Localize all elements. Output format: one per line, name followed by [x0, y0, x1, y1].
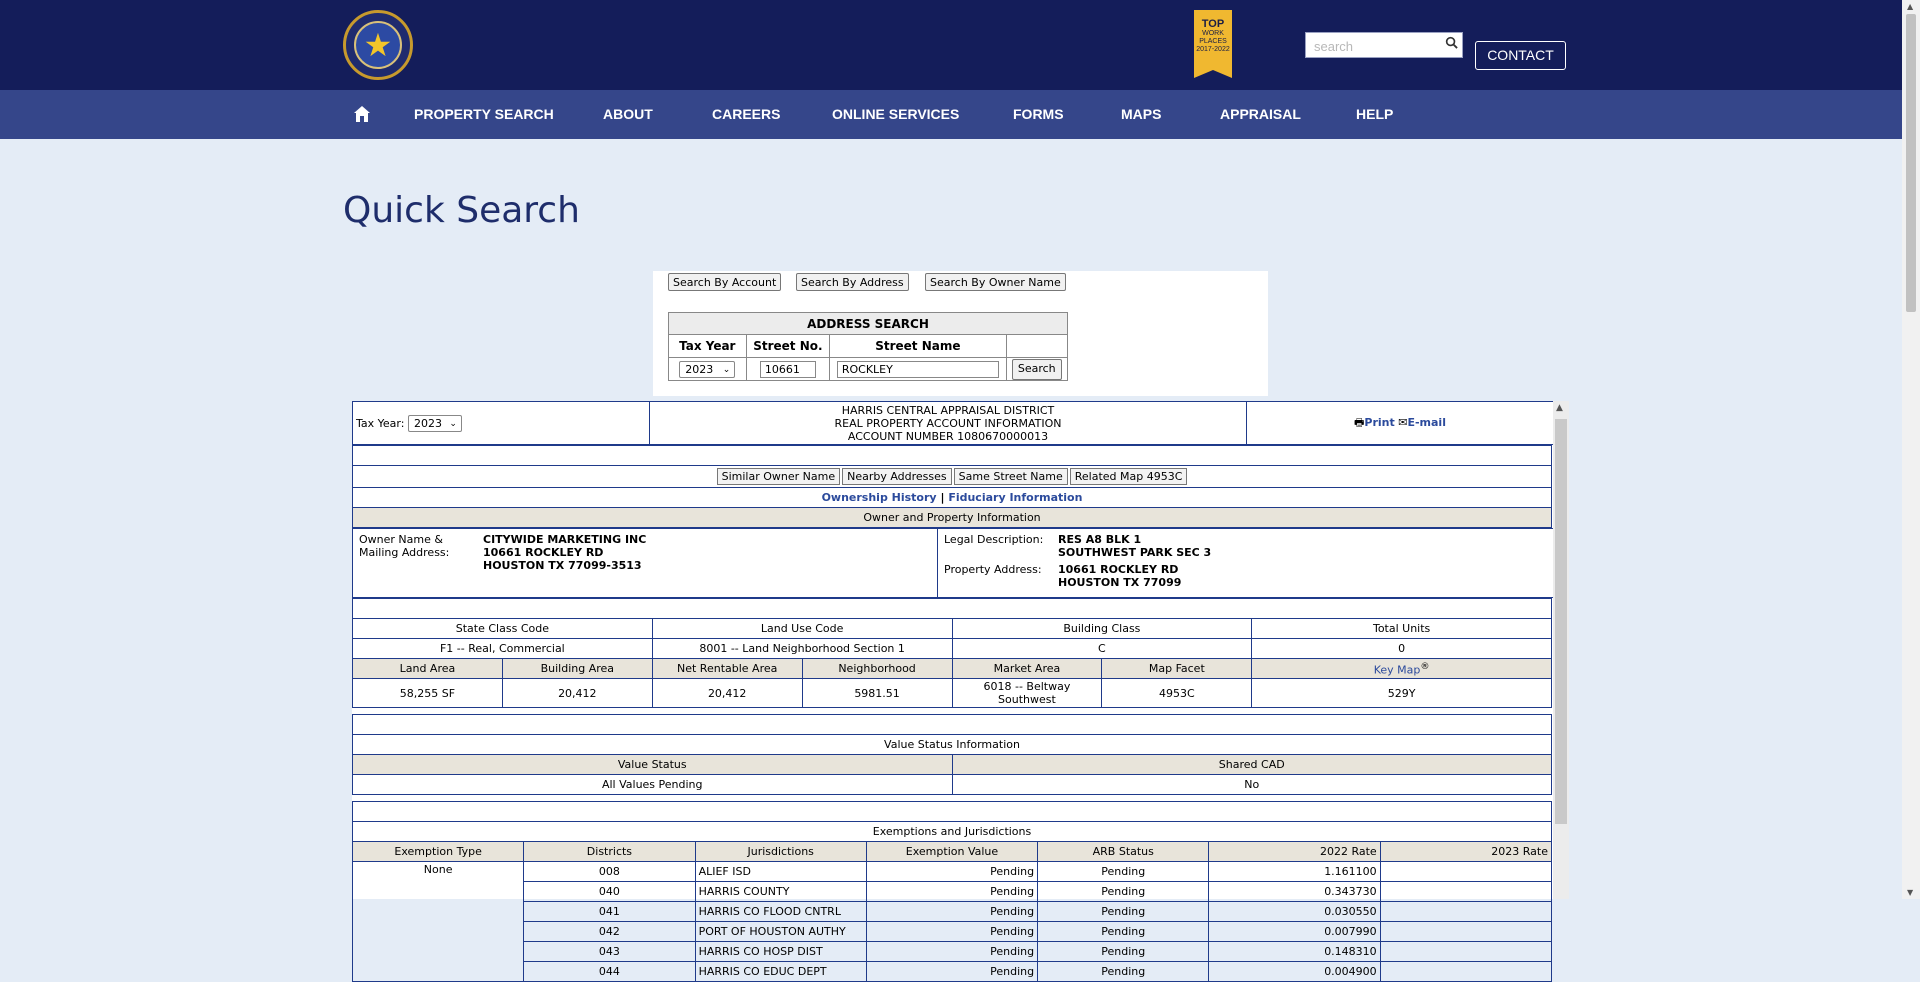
link-separator: | — [940, 491, 945, 504]
scroll-up-icon[interactable]: ▲ — [1907, 2, 1914, 11]
jurisdiction-link[interactable]: HARRIS CO FLOOD CNTRL — [695, 902, 866, 922]
rate-2022: 0.030550 — [1209, 902, 1380, 922]
arb-status-link[interactable]: Pending — [1038, 942, 1209, 962]
account-tax-year-select[interactable] — [408, 415, 462, 432]
scroll-up-icon[interactable]: ▲ — [1556, 403, 1563, 413]
rate-2022-header: 2022 Rate — [1209, 842, 1380, 862]
separator — [353, 802, 1552, 822]
jurisdiction-link[interactable]: HARRIS CO HOSP DIST — [695, 942, 866, 962]
page-scroll-thumb[interactable] — [1906, 14, 1916, 312]
district-code: 043 — [524, 942, 695, 962]
rate-2023 — [1380, 902, 1551, 922]
neighborhood-header[interactable]: Neighborhood — [802, 659, 952, 679]
account-results-frame — [352, 401, 1553, 978]
exemption-type-value: None — [353, 862, 524, 982]
districts-header: Districts — [524, 842, 695, 862]
jurisdiction-row — [353, 962, 1552, 982]
address-search-button[interactable]: Search — [1012, 359, 1062, 380]
nav-about[interactable]: ABOUT — [603, 106, 653, 122]
account-info-title: REAL PROPERTY ACCOUNT INFORMATION — [834, 416, 1062, 430]
tax-year-select[interactable] — [679, 361, 735, 378]
address-search-caption: ADDRESS SEARCH — [669, 313, 1068, 335]
state-class-value: F1 -- Real, Commercial — [353, 639, 653, 659]
badge-line1: TOP — [1201, 18, 1225, 30]
hcad-seal-logo[interactable] — [343, 10, 413, 80]
street-name-cell — [830, 358, 1006, 381]
separator — [353, 715, 1552, 735]
property-address-line1: 10661 ROCKLEY RD — [1058, 563, 1179, 576]
separator — [353, 446, 1552, 466]
legal-line1: RES A8 BLK 1 — [1058, 533, 1142, 546]
arb-status-link[interactable]: Pending — [1038, 902, 1209, 922]
address-search-form — [668, 312, 1068, 381]
account-tax-year-value: 2023 — [413, 416, 442, 430]
owner-label-line1: Owner Name & — [359, 533, 443, 546]
badge-years: 2017-2022 — [1196, 46, 1230, 53]
site-search-input[interactable] — [1312, 34, 1436, 58]
top-workplaces-badge — [1194, 10, 1232, 70]
key-map-header[interactable]: Key Map — [1373, 663, 1421, 677]
chevron-down-icon: ⌄ — [449, 418, 457, 429]
page-scrollbar[interactable] — [1902, 0, 1920, 899]
legal-cell — [938, 529, 1563, 598]
exemption-value: Pending — [866, 922, 1037, 942]
nav-forms[interactable]: FORMS — [1013, 106, 1064, 122]
jurisdiction-row — [353, 862, 1552, 882]
exemptions-title: Exemptions and Jurisdictions — [353, 822, 1552, 842]
building-area-header: Building Area — [502, 659, 652, 679]
arb-status-link[interactable]: Pending — [1038, 862, 1209, 882]
jurisdiction-row — [353, 902, 1552, 922]
separator — [353, 599, 1552, 619]
street-no-input[interactable]: 10661 — [760, 361, 816, 378]
nav-online-services[interactable]: ONLINE SERVICES — [832, 106, 960, 122]
net-rentable-value: 20,412 — [652, 679, 802, 708]
owner-name: CITYWIDE MARKETING INC — [483, 533, 647, 546]
ownership-history-link[interactable]: Ownership History — [821, 491, 937, 504]
jurisdiction-row — [353, 942, 1552, 962]
land-use-header[interactable]: Land Use Code — [652, 619, 952, 639]
street-name-input[interactable]: ROCKLEY — [837, 361, 999, 378]
home-icon[interactable] — [352, 104, 372, 124]
land-area-header: Land Area — [353, 659, 503, 679]
class-area-table — [352, 598, 1552, 708]
state-class-header[interactable]: State Class Code — [353, 619, 653, 639]
account-info-cell — [650, 402, 1247, 445]
land-area-value: 58,255 SF — [353, 679, 503, 708]
printer-icon[interactable]: 🖶 — [1354, 415, 1365, 429]
tax-year-cell — [353, 402, 650, 445]
market-area-value: 6018 -- Beltway Southwest — [952, 679, 1102, 708]
search-by-owner-name-button[interactable]: Search By Owner Name — [925, 273, 1066, 291]
value-status-title: Value Status Information — [353, 735, 1552, 755]
star-icon: ★ — [363, 26, 393, 64]
exemption-type-header: Exemption Type — [353, 842, 524, 862]
street-name-header: Street Name — [830, 335, 1006, 358]
jurisdictions-header[interactable]: Jurisdictions — [695, 842, 866, 862]
owner-cell — [353, 529, 938, 598]
similar-owner-name-button[interactable]: Similar Owner Name — [717, 468, 841, 485]
district-code: 044 — [524, 962, 695, 982]
tax-year-header: Tax Year — [669, 335, 747, 358]
owner-value — [483, 533, 646, 572]
arb-status-link[interactable]: Pending — [1038, 882, 1209, 902]
legal-value — [1058, 533, 1211, 559]
email-link[interactable]: E-mail — [1407, 415, 1446, 429]
total-units-header: Total Units — [1252, 619, 1552, 639]
contact-button[interactable]: CONTACT — [1475, 41, 1566, 70]
rate-2023 — [1380, 882, 1551, 902]
exemption-value: Pending — [866, 962, 1037, 982]
fiduciary-information-link[interactable]: Fiduciary Information — [948, 491, 1083, 504]
district-code: 008 — [524, 862, 695, 882]
value-status-value: All Values Pending — [353, 775, 953, 795]
total-units-value: 0 — [1252, 639, 1552, 659]
arb-status-link[interactable]: Pending — [1038, 962, 1209, 982]
jurisdiction-row — [353, 882, 1552, 902]
search-button-cell — [1006, 358, 1067, 381]
tax-year-label: Tax Year: — [356, 416, 405, 430]
rate-2022: 1.161100 — [1209, 862, 1380, 882]
owner-address-line1: 10661 ROCKLEY RD — [483, 546, 604, 559]
print-link[interactable]: Print — [1364, 415, 1395, 429]
building-area-value: 20,412 — [502, 679, 652, 708]
street-no-header: Street No. — [746, 335, 830, 358]
jurisdiction-row — [353, 922, 1552, 942]
same-street-name-button[interactable]: Same Street Name — [954, 468, 1068, 485]
map-facet-link[interactable]: 4953C — [1102, 679, 1252, 708]
search-icon[interactable] — [1445, 36, 1458, 49]
district-code: 040 — [524, 882, 695, 902]
nav-appraisal[interactable]: APPRAISAL — [1220, 106, 1301, 122]
exemption-value: Pending — [866, 942, 1037, 962]
search-by-account-button[interactable]: Search By Account — [668, 273, 781, 291]
main-nav — [0, 90, 1902, 139]
district-code: 042 — [524, 922, 695, 942]
neighborhood-value: 5981.51 — [802, 679, 952, 708]
map-facet-header: Map Facet — [1102, 659, 1252, 679]
property-address-line2: HOUSTON TX 77099 — [1058, 576, 1182, 589]
rate-2023 — [1380, 922, 1551, 942]
district-name: HARRIS CENTRAL APPRAISAL DISTRICT — [841, 403, 1055, 417]
exemptions-table — [352, 801, 1552, 982]
shared-cad-value: No — [952, 775, 1552, 795]
rate-2023 — [1380, 942, 1551, 962]
key-map-header-cell — [1252, 659, 1552, 679]
related-buttons-cell — [353, 466, 1552, 488]
building-class-value: C — [952, 639, 1252, 659]
district-code: 041 — [524, 902, 695, 922]
site-header — [0, 0, 1902, 90]
arb-status-header[interactable]: ARB Status — [1038, 842, 1209, 862]
rate-2022: 0.004900 — [1209, 962, 1380, 982]
tax-year-value: 2023 — [685, 362, 714, 376]
nav-careers[interactable]: CAREERS — [712, 106, 781, 122]
exemption-value: Pending — [866, 862, 1037, 882]
property-address-value — [1058, 563, 1181, 589]
nav-help[interactable]: HELP — [1356, 106, 1394, 122]
tax-year-cell — [669, 358, 747, 381]
chevron-down-icon: ⌄ — [722, 364, 731, 375]
rate-2022: 0.007990 — [1209, 922, 1380, 942]
exemption-value: Pending — [866, 902, 1037, 922]
exemption-value: Pending — [866, 882, 1037, 902]
legal-line2: SOUTHWEST PARK SEC 3 — [1058, 546, 1212, 559]
owner-property-table — [352, 528, 1563, 598]
results-scrollbar[interactable] — [1553, 401, 1569, 899]
site-search-box[interactable] — [1305, 32, 1463, 58]
print-email-cell — [1247, 402, 1554, 445]
jurisdiction-link[interactable]: PORT OF HOUSTON AUTHY — [695, 922, 866, 942]
value-status-table — [352, 714, 1552, 795]
email-icon[interactable]: ✉ — [1398, 415, 1408, 429]
key-map-registered-mark: ® — [1420, 660, 1430, 672]
empty-header — [1006, 335, 1067, 358]
scroll-down-icon[interactable]: ▼ — [1907, 888, 1914, 897]
jurisdiction-link[interactable]: HARRIS CO EDUC DEPT — [695, 962, 866, 982]
owner-section-title: Owner and Property Information — [353, 508, 1552, 528]
jurisdiction-link[interactable]: ALIEF ISD — [695, 862, 866, 882]
property-address-label: Property Address: — [944, 563, 1042, 576]
arb-status-link[interactable]: Pending — [1038, 922, 1209, 942]
account-header-table — [352, 401, 1554, 445]
seal-inner — [354, 21, 402, 69]
rate-2022: 0.148310 — [1209, 942, 1380, 962]
history-links-cell — [353, 488, 1552, 508]
rate-2023-header: 2023 Rate — [1380, 842, 1551, 862]
nearby-addresses-button[interactable]: Nearby Addresses — [842, 468, 952, 485]
key-map-value: 529Y — [1252, 679, 1552, 708]
market-area-header: Market Area — [952, 659, 1102, 679]
rate-2022: 0.343730 — [1209, 882, 1380, 902]
owner-label — [359, 533, 483, 572]
results-scroll-thumb[interactable] — [1555, 419, 1567, 824]
badge-line3: PLACES — [1199, 38, 1227, 45]
owner-address-line2: HOUSTON TX 77099-3513 — [483, 559, 642, 572]
exemption-value-header: Exemption Value — [866, 842, 1037, 862]
rate-2023 — [1380, 962, 1551, 982]
building-class-header[interactable]: Building Class — [952, 619, 1252, 639]
nav-property-search[interactable]: PROPERTY SEARCH — [414, 106, 554, 122]
account-number: ACCOUNT NUMBER 1080670000013 — [847, 429, 1049, 443]
related-table — [352, 445, 1552, 528]
search-by-address-button[interactable]: Search By Address — [796, 273, 909, 291]
legal-label: Legal Description: — [944, 533, 1044, 546]
jurisdiction-link[interactable]: HARRIS COUNTY — [695, 882, 866, 902]
net-rentable-header: Net Rentable Area — [652, 659, 802, 679]
value-status-header: Value Status — [353, 755, 953, 775]
rate-2023 — [1380, 862, 1551, 882]
shared-cad-header: Shared CAD — [952, 755, 1552, 775]
page-title: Quick Search — [343, 190, 580, 231]
badge-line2: WORK — [1202, 30, 1224, 37]
street-no-cell — [746, 358, 830, 381]
owner-label-line2: Mailing Address: — [359, 546, 450, 559]
land-use-value: 8001 -- Land Neighborhood Section 1 — [652, 639, 952, 659]
related-map-button[interactable]: Related Map 4953C — [1070, 468, 1188, 485]
nav-maps[interactable]: MAPS — [1121, 106, 1162, 122]
